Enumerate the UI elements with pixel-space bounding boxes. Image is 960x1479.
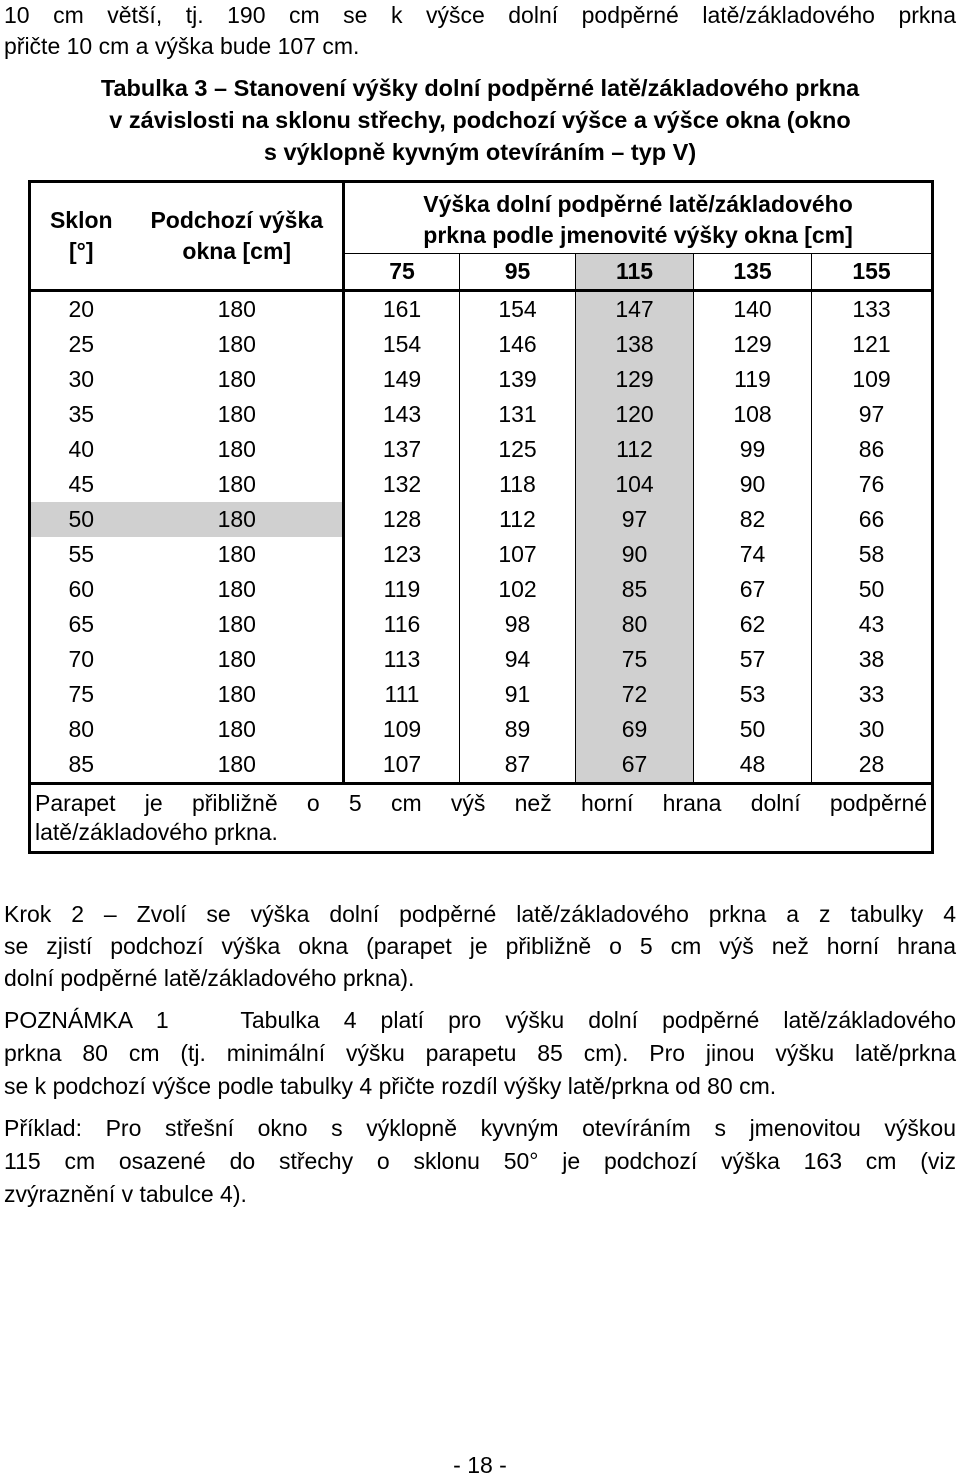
table-cell: 91 (460, 677, 576, 712)
header-podchozi (132, 182, 344, 291)
table-cell: 180 (132, 607, 344, 642)
poznamka-line-2: prkna 80 cm (tj. minimální výšku parapetu 85 cm). Pro jinou výšku latě/prkna (4, 1040, 956, 1066)
table-cell: 140 (694, 291, 812, 328)
header-sklon-line2: [°] (68, 238, 94, 264)
table-cell: 25 (30, 327, 132, 362)
table-cell: 131 (460, 397, 576, 432)
table-cell: 53 (694, 677, 812, 712)
table-cell: 57 (694, 642, 812, 677)
table-cell: 149 (382, 366, 422, 392)
table-cell: 58 (812, 537, 933, 572)
page-number: - 18 - (453, 1452, 507, 1478)
krok2-paragraph (4, 898, 956, 994)
table-row (30, 362, 933, 397)
table-cell: 102 (460, 572, 576, 607)
table-cell: 97 (576, 502, 694, 537)
header-size-75: 75 (344, 254, 460, 291)
table-cell: 38 (812, 642, 933, 677)
table-cell: 50 (30, 502, 132, 537)
table-cell: 139 (460, 362, 576, 397)
table-cell: 133 (812, 291, 933, 328)
header-vyska-line2: prkna podle jmenovité výšky okna [cm] (423, 222, 853, 248)
table-row (30, 327, 933, 362)
table-cell: 111 (384, 681, 420, 707)
table-cell: 109 (812, 362, 933, 397)
table-cell: 180 (132, 432, 344, 467)
table-cell: 50 (694, 712, 812, 747)
table-cell: 65 (30, 607, 132, 642)
data-table-container (28, 180, 932, 854)
poznamka-line-3: se k podchozí výšce podle tabulky 4 přičte rozdíl výšky latě/prkna od 80 cm. (4, 1073, 777, 1099)
table-cell: 180 (132, 642, 344, 677)
table-cell: 104 (576, 467, 694, 502)
table-cell: 20 (30, 291, 132, 328)
table-cell: 98 (460, 607, 576, 642)
table-row (30, 642, 933, 677)
header-podchozi-line1: Podchozí výška (150, 207, 324, 233)
table-cell: 90 (694, 467, 812, 502)
table-cell: 82 (694, 502, 812, 537)
table-cell: 112 (460, 502, 576, 537)
table-cell: 109 (382, 716, 422, 742)
header-podchozi-line2: okna [cm] (182, 238, 292, 264)
table-cell: 67 (694, 572, 812, 607)
table-cell: 154 (382, 331, 422, 357)
table-row (30, 502, 933, 537)
table-cell: 180 (132, 502, 344, 537)
table-cell: 33 (812, 677, 933, 712)
table-cell: 55 (30, 537, 132, 572)
table-cell: 74 (694, 537, 812, 572)
table-cell: 123 (382, 541, 422, 567)
table-row (30, 467, 933, 502)
header-sklon-line1: Sklon (49, 207, 113, 233)
header-size-115: 115 (576, 254, 694, 291)
table-cell: 90 (576, 537, 694, 572)
table-cell: 94 (460, 642, 576, 677)
table-cell: 132 (382, 471, 422, 497)
caption-line-3: s výklopně kyvným otevíráním – typ V) (263, 139, 697, 165)
table-cell: 72 (576, 677, 694, 712)
table-cell: 180 (132, 327, 344, 362)
table-cell: 119 (383, 576, 421, 602)
krok2-line-3: dolní podpěrné latě/základového prkna). (4, 965, 415, 991)
table-cell: 40 (30, 432, 132, 467)
table-note (30, 784, 933, 853)
table-cell: 161 (382, 296, 422, 322)
table-cell: 180 (132, 537, 344, 572)
table-cell: 28 (812, 747, 933, 784)
table-cell: 70 (30, 642, 132, 677)
table-cell: 80 (576, 607, 694, 642)
krok2-line-2: se zjistí podchozí výška okna (parapet je přibližně o 5 cm výš než horní hrana (4, 933, 956, 959)
intro-line-2: přičte 10 cm a výška bude 107 cm. (4, 33, 360, 59)
table-cell: 86 (812, 432, 933, 467)
table-cell: 66 (812, 502, 933, 537)
table-cell: 128 (382, 506, 422, 532)
table-cell: 120 (576, 397, 694, 432)
table-row (30, 572, 933, 607)
table-row (30, 537, 933, 572)
table-cell: 180 (132, 362, 344, 397)
table-cell: 119 (694, 362, 812, 397)
table-cell: 108 (694, 397, 812, 432)
table-row (30, 712, 933, 747)
table-cell: 60 (30, 572, 132, 607)
table-cell: 137 (382, 436, 422, 462)
table-cell: 112 (576, 432, 694, 467)
table-cell: 180 (132, 467, 344, 502)
table-cell: 30 (812, 712, 933, 747)
priklad-line-1: Příklad: Pro střešní okno s výklopně kyvným otevíráním s jmenovitou výškou (4, 1115, 956, 1141)
table-cell: 97 (812, 397, 933, 432)
table-row (30, 607, 933, 642)
table-cell: 99 (694, 432, 812, 467)
table-cell: 107 (344, 747, 460, 784)
caption-line-2: v závislosti na sklonu střechy, podchozí výšce a výšce okna (okno (109, 107, 851, 133)
priklad-paragraph (4, 1112, 956, 1211)
table-cell: 76 (812, 467, 933, 502)
table-cell: 180 (132, 291, 344, 328)
table-cell: 180 (132, 712, 344, 747)
table-row (30, 677, 933, 712)
table-cell: 180 (132, 572, 344, 607)
table-cell: 30 (30, 362, 132, 397)
table-cell: 85 (576, 572, 694, 607)
table-cell: 147 (576, 291, 694, 328)
table-cell: 118 (460, 467, 576, 502)
table-cell: 43 (812, 607, 933, 642)
table-cell: 113 (383, 646, 421, 672)
height-table (28, 180, 934, 854)
table-row (30, 291, 933, 328)
table-cell: 87 (460, 747, 576, 784)
krok2-line-1: Krok 2 – Zvolí se výška dolní podpěrné latě/základového prkna a z tabulky 4 (4, 901, 956, 927)
table-row (30, 747, 933, 784)
table-cell: 129 (694, 327, 812, 362)
table-cell: 116 (383, 611, 421, 637)
poznamka-paragraph (4, 1004, 956, 1103)
intro-line-1: 10 cm větší, tj. 190 cm se k výšce dolní podpěrné latě/základového prkna (4, 2, 956, 28)
table-cell: 143 (382, 401, 422, 427)
table-cell: 85 (30, 747, 132, 784)
table-cell: 89 (460, 712, 576, 747)
table-cell: 180 (132, 677, 344, 712)
table-cell: 154 (460, 291, 576, 328)
header-vyska (344, 182, 933, 254)
table-row (30, 397, 933, 432)
table-cell: 45 (30, 467, 132, 502)
table-cell: 75 (576, 642, 694, 677)
table-cell: 121 (812, 327, 933, 362)
table-cell: 180 (132, 747, 344, 784)
table-cell: 75 (30, 677, 132, 712)
header-size-155: 155 (812, 254, 933, 291)
table-cell: 80 (30, 712, 132, 747)
table-cell: 50 (812, 572, 933, 607)
header-size-95: 95 (460, 254, 576, 291)
header-size-135: 135 (694, 254, 812, 291)
table-cell: 69 (576, 712, 694, 747)
priklad-line-3: zvýraznění v tabulce 4). (4, 1181, 247, 1207)
header-vyska-line1: Výška dolní podpěrné latě/základového (423, 191, 853, 217)
priklad-line-2: 115 cm osazené do střechy o sklonu 50° je podchozí výška 163 cm (viz (4, 1148, 956, 1174)
table-caption (0, 72, 960, 168)
table-cell: 62 (694, 607, 812, 642)
poznamka-line-1: POZNÁMKA 1 Tabulka 4 platí pro výšku dolní podpěrné latě/základového (4, 1007, 956, 1033)
table-cell: 67 (576, 747, 694, 784)
table-row (30, 432, 933, 467)
table-cell: 129 (576, 362, 694, 397)
caption-line-1: Tabulka 3 – Stanovení výšky dolní podpěrné latě/základového prkna (100, 75, 860, 101)
table-body (30, 291, 933, 784)
header-sklon (30, 182, 132, 291)
table-cell: 125 (460, 432, 576, 467)
table-note-line2: latě/základového prkna. (35, 819, 278, 845)
table-cell: 180 (132, 397, 344, 432)
intro-paragraph (4, 0, 956, 62)
table-note-line1: Parapet je přibližně o 5 cm výš než horní hrana dolní podpěrné (35, 790, 928, 816)
table-cell: 35 (30, 397, 132, 432)
table-cell: 138 (576, 327, 694, 362)
table-cell: 146 (460, 327, 576, 362)
table-cell: 48 (694, 747, 812, 784)
table-cell: 107 (460, 537, 576, 572)
